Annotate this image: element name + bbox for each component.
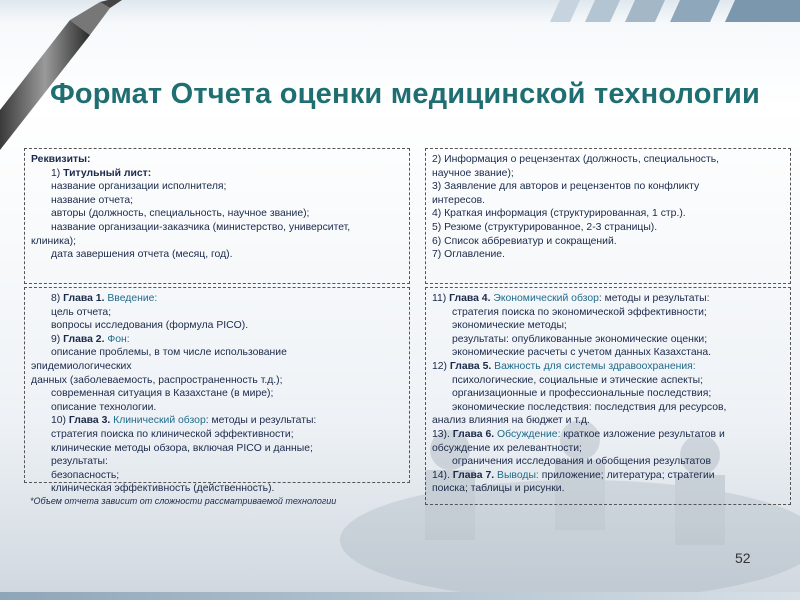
report-sections-box (425, 148, 791, 284)
slide-title: Формат Отчета оценки медицинской технологии (49, 78, 761, 110)
chapter-4-heading (432, 292, 784, 306)
chapter-number: 10) (51, 415, 69, 427)
title-page-label: Титульный лист: (63, 167, 152, 179)
list-item: 3) Заявление для авторов и рецензентов по конфликту (432, 181, 700, 193)
chapter-title-rest: краткое изложение результатов и (560, 428, 725, 440)
chapters-4-7-box (425, 287, 791, 505)
list-item: вопросы исследования (формула PICO). (51, 320, 249, 332)
list-item: ограничения исследования и обобщения результатов (452, 456, 711, 468)
list-item: организационные и профессиональные последствия; (452, 388, 712, 400)
requisites-label: Реквизиты: (31, 154, 91, 165)
page-number: 52 (735, 550, 751, 566)
title-page-heading (31, 167, 403, 181)
list-item: клинические методы обзора, включая PICO и данные; (51, 442, 313, 454)
list-item: результаты: опубликованные экономические оценки; (452, 333, 708, 345)
list-item: описание проблемы, в том числе использование (51, 347, 287, 359)
chapter-6-heading (432, 428, 784, 442)
requisites-box (24, 148, 410, 284)
chapter-number: 14). (432, 469, 453, 481)
chapter-title: Важность для системы здравоохранения: (494, 360, 696, 372)
chapter-label: Глава 3. (68, 415, 111, 427)
chapter-label: Глава 4. (449, 293, 491, 304)
chapter-number: 8) (51, 293, 64, 304)
chapter-label: Глава 6. (452, 428, 495, 440)
list-item: результаты: (51, 456, 108, 468)
chapter-label: Глава 2. (63, 333, 105, 345)
chapter-5-heading (432, 360, 784, 374)
list-item: клиника); (31, 235, 76, 247)
list-item: 2) Информация о рецензентах (должность, специальность, (432, 154, 720, 165)
chapter-3-heading (31, 414, 403, 428)
list-item: дата завершения отчета (месяц, год). (51, 249, 233, 261)
list-item: экономические методы; (452, 320, 567, 332)
list-item: клиническая эффективность (действенность). (51, 483, 275, 495)
list-item: название организации исполнителя; (51, 181, 227, 193)
list-item: экономические расчеты с учетом данных Казахстана. (452, 347, 712, 359)
title-page-number: 1) (51, 167, 64, 179)
footnote: *Объем отчета зависит от сложности рассматриваемой технологии (30, 496, 337, 506)
chapter-title-rest: : методы и результаты: (205, 415, 317, 427)
chapter-1-heading (31, 292, 403, 306)
list-item: описание технологии. (51, 401, 157, 413)
list-item: авторы (должность, специальность, научное звание); (51, 208, 310, 220)
list-item: поиска; таблицы и рисунки. (432, 483, 565, 495)
chapter-title-rest: : методы и результаты: (598, 293, 710, 304)
list-item: название отчета; (51, 194, 134, 206)
list-item: интересов. (432, 194, 486, 206)
list-item: экономические последствия: последствия для ресурсов, (452, 401, 727, 413)
chapter-label: Глава 7. (452, 469, 495, 481)
list-item: данных (заболеваемость, распространенность т.д.); (31, 374, 283, 386)
chapter-title-rest: приложение; литература; стратегии (538, 469, 715, 481)
list-item: современная ситуация в Казахстане (в мире); (51, 388, 274, 400)
list-item: 6) Список аббревиатур и сокращений. (432, 235, 617, 247)
list-item: анализ влияния на бюджет и т.д. (432, 415, 590, 427)
list-item: стратегия поиска по клинической эффективности; (51, 428, 294, 440)
chapter-label: Глава 1. (63, 293, 105, 304)
chapter-title: Экономический обзор (493, 293, 599, 304)
list-item: 4) Краткая информация (структурированная, 1 стр.). (432, 208, 686, 220)
list-item: цель отчета; (51, 306, 112, 318)
list-item: психологические, социальные и этические аспекты; (452, 374, 703, 386)
chapter-title: Обсуждение: (497, 428, 561, 440)
list-item: 7) Оглавление. (432, 249, 505, 261)
chapter-7-heading (432, 469, 784, 483)
chapter-title: Фон: (107, 333, 130, 345)
list-item: эпидемиологических (31, 360, 132, 372)
chapter-title: Выводы: (497, 469, 539, 481)
list-item: научное звание); (432, 167, 514, 179)
chapter-number: 11) (432, 293, 450, 304)
chapter-number: 13). (432, 428, 453, 440)
list-item: название организации-заказчика (министерство, университет, (51, 221, 351, 233)
chapter-title: Введение: (107, 293, 158, 304)
list-item: стратегия поиска по экономической эффективности; (452, 306, 707, 318)
top-stripes-decor (540, 0, 800, 22)
list-item: безопасность; (51, 469, 120, 481)
chapter-number: 9) (51, 333, 64, 345)
chapter-label: Глава 5. (449, 360, 492, 372)
chapters-1-3-box (24, 287, 410, 495)
list-item: обсуждение их релевантности; (432, 442, 582, 454)
chapter-number: 12) (432, 360, 450, 372)
chapter-2-heading (31, 333, 403, 347)
list-item: 5) Резюме (структурированное, 2-3 страницы). (432, 221, 658, 233)
bottom-decor-bar (0, 592, 800, 600)
chapter-title: Клинический обзор (113, 415, 206, 427)
